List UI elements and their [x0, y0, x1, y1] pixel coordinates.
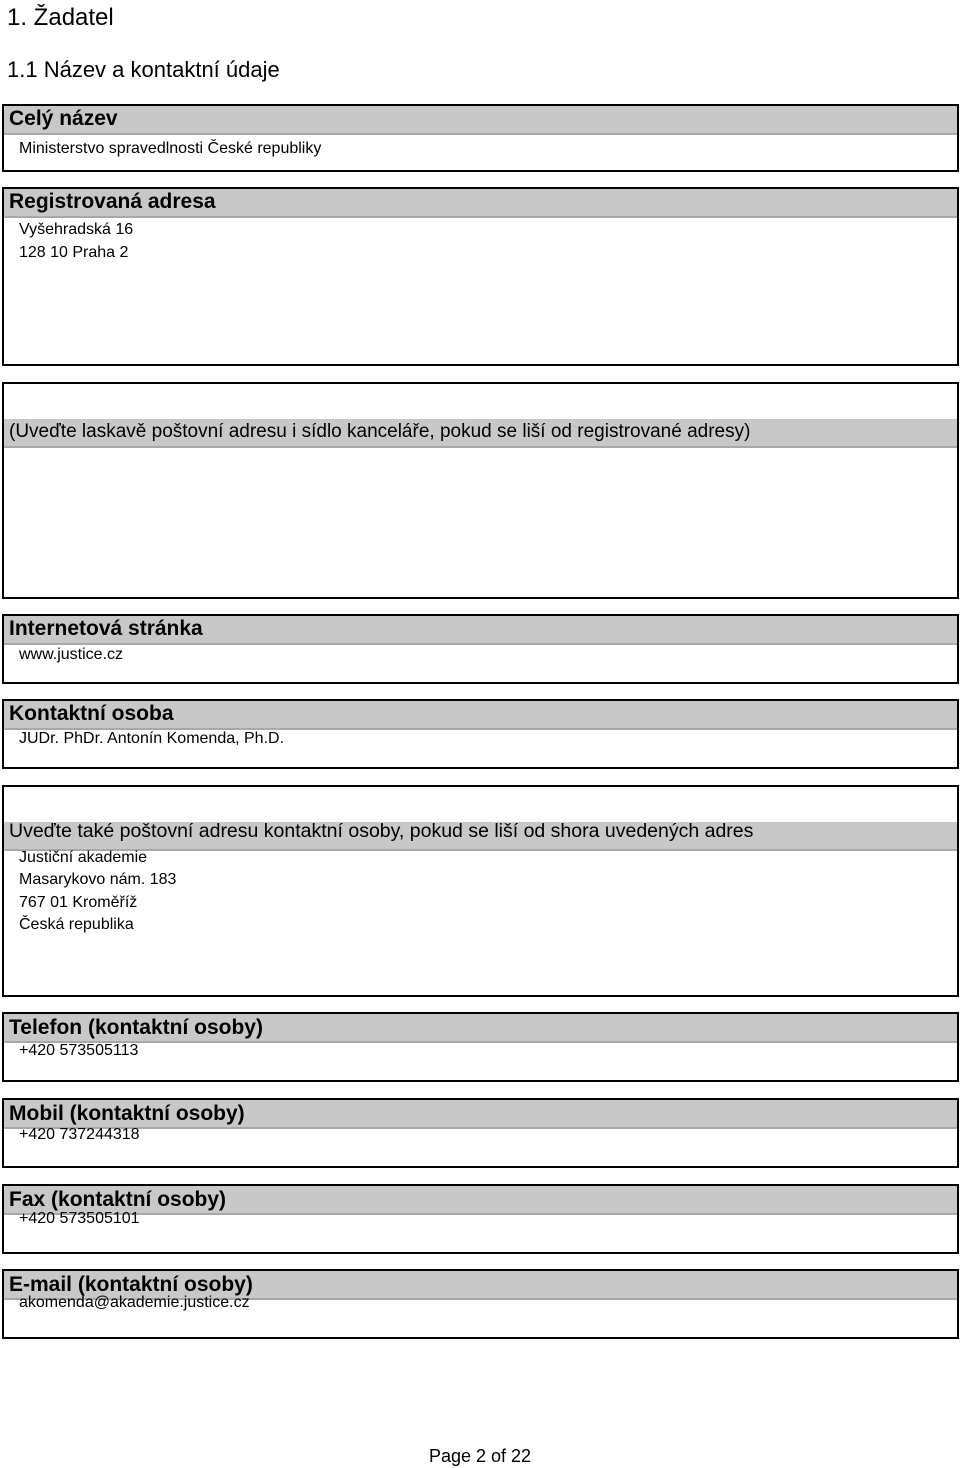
- registered-address-line-2: 128 10 Praha 2: [19, 244, 129, 261]
- contact-person-label: Kontaktní osoba: [9, 702, 174, 725]
- fax-label: Fax (kontaktní osoby): [9, 1188, 227, 1211]
- registered-address-label: Registrovaná adresa: [9, 190, 216, 213]
- postal-address-field: [2, 382, 959, 599]
- mobile-value: +420 737244318: [19, 1126, 140, 1143]
- website-value: www.justice.cz: [19, 646, 124, 663]
- contact-address-line-1: Justiční akademie: [19, 849, 148, 866]
- phone-value: +420 573505113: [19, 1042, 139, 1059]
- website-label: Internetová stránka: [9, 617, 203, 640]
- fax-value: +420 573505101: [19, 1210, 140, 1227]
- email-label: E-mail (kontaktní osoby): [9, 1273, 253, 1296]
- full-name-field: [2, 104, 959, 172]
- contact-person-value: JUDr. PhDr. Antonín Komenda, Ph.D.: [19, 730, 285, 747]
- contact-address-line-3: 767 01 Kroměříž: [19, 894, 138, 911]
- subsection-heading: 1.1 Název a kontaktní údaje: [7, 57, 280, 82]
- contact-address-line-2: Masarykovo nám. 183: [19, 871, 177, 888]
- email-field: [2, 1269, 959, 1339]
- phone-label: Telefon (kontaktní osoby): [9, 1016, 263, 1039]
- contact-address-label: Uveďte také poštovní adresu kontaktní osoby, pokud se liší od shora uvedených adres: [9, 820, 754, 842]
- postal-address-label: (Uveďte laskavě poštovní adresu i sídlo kanceláře, pokud se liší od registrované adresy): [9, 421, 751, 442]
- section-heading: 1. Žadatel: [7, 4, 114, 31]
- fax-field: [2, 1184, 959, 1254]
- contact-address-field: [2, 785, 959, 997]
- phone-field: [2, 1012, 959, 1082]
- page-number: Page 2 of 22: [428, 1446, 532, 1466]
- registered-address-field: [2, 187, 959, 366]
- registered-address-line-1: Vyšehradská 16: [19, 221, 134, 238]
- website-field: [2, 614, 959, 684]
- full-name-label: Celý název: [9, 107, 118, 130]
- contact-person-field: [2, 699, 959, 769]
- email-value: akomenda@akademie.justice.cz: [19, 1294, 250, 1311]
- contact-address-line-4: Česká republika: [19, 916, 134, 933]
- full-name-value: Ministerstvo spravedlnosti České republiky: [19, 140, 322, 157]
- mobile-field: [2, 1098, 959, 1168]
- mobile-label: Mobil (kontaktní osoby): [9, 1102, 245, 1125]
